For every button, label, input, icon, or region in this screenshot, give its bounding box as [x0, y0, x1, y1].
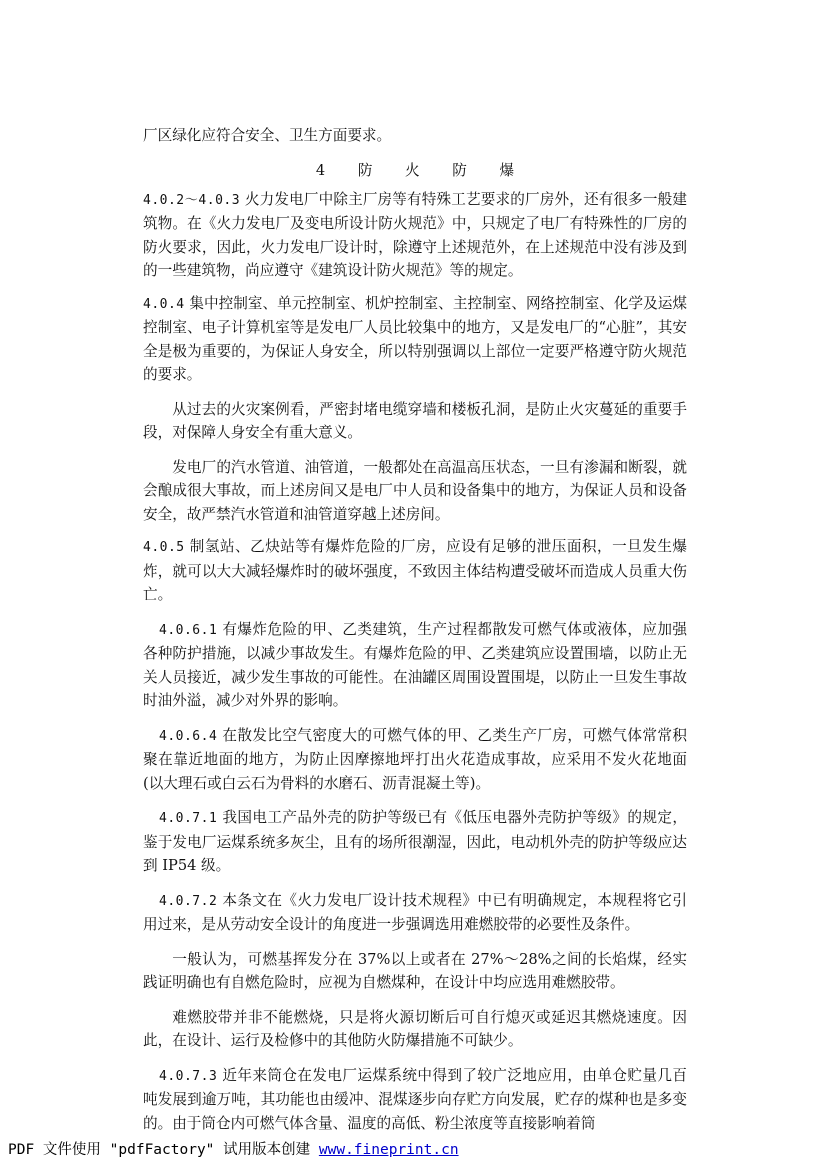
- clause-number: 4.0.4: [143, 296, 185, 312]
- paragraph: 从过去的火灾案例看，严密封堵电缆穿墙和楼板孔洞，是防止火灾蔓延的重要手段，对保障人身安全有重大意义。: [143, 400, 687, 441]
- clause-text: 火力发电厂中除主厂房等有特殊工艺要求的厂房外，还有很多一般建筑物。在《火力发电厂及变电所设计防火规范》中，只规定了电厂有特殊性的厂房的防火要求，因此，火力发电厂设计时，除遵守上述规范外，在上述规范中没有涉及到的一些建筑物，尚应遵守《建筑设计防火规范》等的规定。: [143, 190, 687, 279]
- clause-text: 在散发比空气密度大的可燃气体的甲、乙类生产厂房，可燃气体常常积聚在靠近地面的地方，为防止因摩擦地坪打出火花造成事故，应采用不发火花地面(以大理石或白云石为骨料的水磨石、沥青混凝土等)。: [143, 726, 687, 792]
- section-title: 4 防 火 防 爆: [315, 161, 529, 179]
- clause-number: 4.0.2～4.0.3: [143, 192, 241, 208]
- clause-4-0-6-1: [143, 618, 687, 713]
- document-page: [143, 124, 687, 1135]
- footer-link[interactable]: www.fineprint.cn: [318, 1142, 459, 1158]
- clause-4-0-7-3: [143, 1064, 687, 1136]
- clause-number: 4.0.7.1: [159, 811, 218, 826]
- clause-4-0-2: [143, 188, 687, 283]
- clause-text: 本条文在《火力发电厂设计技术规程》中已有明确规定，本规程将它引用过来，是从劳动安全设计的角度进一步强调选用难燃胶带的必要性及条件。: [143, 891, 687, 933]
- paragraph: 发电厂的汽水管道、油管道，一般都处在高温高压状态，一旦有渗漏和断裂，就会酿成很大事故，而上述房间又是电厂中人员和设备集中的地方，为保证人员和设备安全，故严禁汽水管道和油管道穿越上述房间。: [143, 458, 687, 523]
- clause-number: 4.0.7.3: [159, 1068, 218, 1084]
- clause-text: 我国电工产品外壳的防护等级已有《低压电器外壳防护等级》的规定，鉴于发电厂运煤系统多灰尘，且有的场所很潮湿，因此，电动机外壳的防护等级应达到 IP54 级。: [143, 809, 687, 874]
- clause-number: 4.0.6.4: [159, 728, 218, 744]
- clause-number: 4.0.7.2: [159, 893, 218, 909]
- clause-4-0-7-1: [143, 806, 687, 878]
- clause-number: 4.0.6.1: [159, 622, 218, 638]
- clause-4-0-7-2: [143, 889, 687, 937]
- paragraph: 一般认为，可燃基挥发分在 37%以上或者在 27%～28%之间的长焰煤，经实践证明确也有自燃危险时，应视为自燃煤种，在设计中均应选用难燃胶带。: [143, 950, 687, 991]
- intro-line: 厂区绿化应符合安全、卫生方面要求。: [143, 127, 392, 144]
- pdf-watermark-footer: [8, 1138, 459, 1159]
- paragraph: 难燃胶带并非不能燃烧，只是将火源切断后可自行熄灭或延迟其燃烧速度。因此，在设计、运行及检修中的其他防火防爆措施不可缺少。: [143, 1008, 687, 1049]
- clause-number: 4.0.5: [143, 540, 185, 555]
- clause-4-0-6-4: [143, 724, 687, 796]
- clause-text: 近年来筒仓在发电厂运煤系统中得到了较广泛地应用，由单仓贮量几百吨发展到逾万吨，其功能也由缓冲、混煤逐步向存贮方向发展，贮存的煤种也是多变的。由于筒仓内可燃气体含量、温度的高低、粉尘浓度等直接影响着筒: [143, 1066, 687, 1132]
- clause-4-0-5: [143, 535, 687, 607]
- clause-text: 集中控制室、单元控制室、机炉控制室、主控制室、网络控制室、化学及运煤控制室、电子计算机室等是发电厂人员比较集中的地方，又是发电厂的“心脏”，其安全是极为重要的，为保证人身安全，所以特别强调以上部位一定要严格遵守防火规范的要求。: [143, 294, 687, 383]
- clause-4-0-4: [143, 292, 687, 387]
- clause-text: 制氢站、乙炔站等有爆炸危险的厂房，应设有足够的泄压面积，一旦发生爆炸，就可以大大减轻爆炸时的破坏强度，不致因主体结构遭受破坏而造成人员重大伤亡。: [143, 538, 687, 603]
- footer-prefix: PDF 文件使用 "pdfFactory" 试用版本创建: [8, 1142, 319, 1158]
- clause-text: 有爆炸危险的甲、乙类建筑，生产过程都散发可燃气体或液体，应加强各种防护措施，以减少事故发生。有爆炸危险的甲、乙类建筑应设置围墙，以防止无关人员接近，减少发生事故的可能性。在油罐区周围设置围堤，以防止一旦发生事故时油外溢，减少对外界的影响。: [143, 620, 687, 709]
